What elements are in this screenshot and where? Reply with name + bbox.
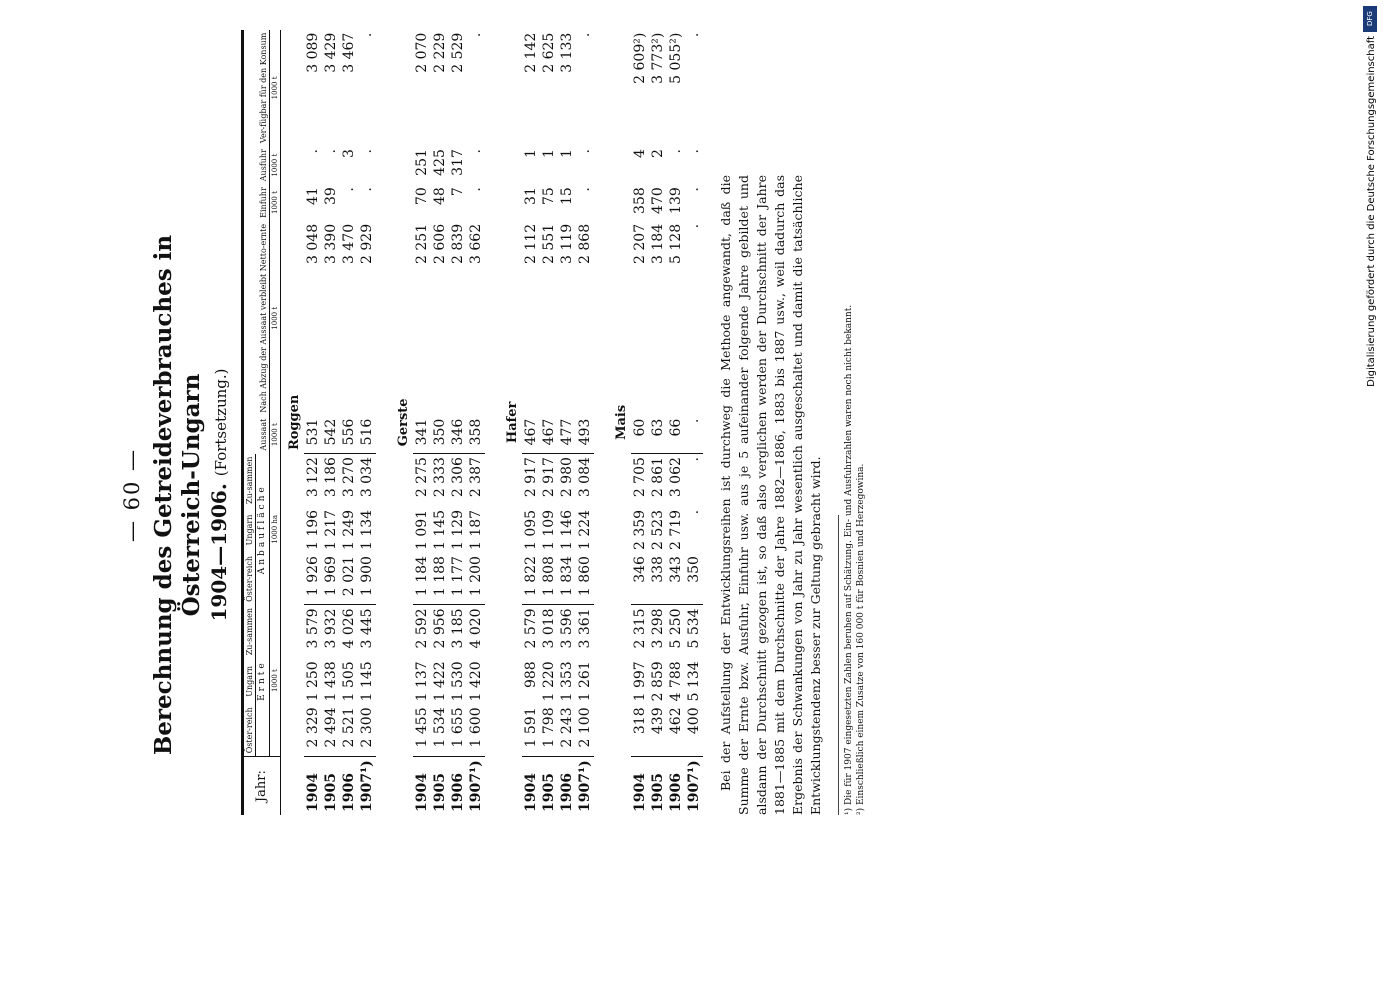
- footnote-2: ²) Einschließlich einem Zusatze von 160 000 t für Bosnien und Herzegowina.: [856, 463, 867, 815]
- table-cell: 3 390: [322, 223, 339, 264]
- table-cell: 2 387: [467, 454, 485, 507]
- table-cell: 2 333: [431, 454, 449, 507]
- table-cell: 1 187: [467, 509, 484, 551]
- table-cell: 1 129: [449, 509, 466, 551]
- table-cell: 1 834: [558, 556, 575, 597]
- table-cell: 2 100: [576, 707, 593, 748]
- table-cell: .: [358, 149, 375, 154]
- table-cell: 3 048: [304, 223, 321, 264]
- table-cell: 48: [431, 187, 448, 206]
- table-cell: .: [467, 149, 484, 154]
- row-year: 1905: [649, 757, 667, 815]
- row-year: 1907¹): [576, 757, 594, 815]
- table-cell: .: [685, 187, 702, 192]
- col-jahr: Jahr:: [243, 757, 281, 815]
- table-cell: 1 353: [558, 661, 575, 702]
- grain-table: [241, 30, 703, 815]
- table-cell: 1 145: [431, 509, 448, 551]
- table-cell: 1 224: [576, 509, 593, 551]
- table-cell: .: [667, 149, 684, 154]
- table-cell: 2 229: [431, 32, 448, 73]
- table-cell: 1 217: [322, 509, 339, 551]
- footnotes: [838, 304, 867, 815]
- table-cell: 2 112: [522, 223, 539, 264]
- table-cell: 3 470: [340, 223, 357, 264]
- table-cell: 1 184: [413, 556, 430, 597]
- col-anbau-oesterreich: Öster-reich: [243, 553, 256, 605]
- table-cell: 2 329: [304, 707, 321, 748]
- table-cell: 3 596: [558, 605, 576, 658]
- table-cell: 2 300: [358, 707, 375, 748]
- table-cell: 2 207: [631, 223, 648, 264]
- table-cell: 2 359: [631, 509, 648, 551]
- row-year: 1907¹): [358, 757, 376, 815]
- table-cell: 467: [522, 418, 539, 446]
- table-cell: 2 592: [413, 605, 431, 658]
- table-cell: 1 420: [467, 661, 484, 702]
- table-cell: 3 445: [358, 605, 376, 658]
- table-row: [576, 30, 594, 815]
- section-title: Roggen: [286, 394, 302, 451]
- page-title: Berechnung des Getreideverbrauches in Österreich-Ungarn: [150, 234, 205, 756]
- table-cell: 75: [540, 187, 557, 206]
- table-cell: 542: [322, 418, 339, 446]
- table-cell: 1 200: [467, 556, 484, 597]
- table-cell: .: [685, 509, 702, 515]
- table-cell: 41: [304, 187, 321, 206]
- table-cell: 3 298: [649, 605, 667, 658]
- table-cell: 3 932: [322, 605, 340, 658]
- table-cell: 1 969: [322, 556, 339, 597]
- table-cell: 2 275: [413, 454, 431, 507]
- table-cell: .: [576, 32, 593, 38]
- table-cell: 2 868: [576, 223, 593, 264]
- table-cell: 4 020: [467, 605, 485, 658]
- col-einfuhr: Einfuhr: [243, 184, 270, 221]
- table-cell: 1 860: [576, 556, 593, 597]
- table-cell: 2 606: [431, 223, 448, 264]
- table-cell: 3 185: [449, 605, 467, 658]
- table-cell: 2 306: [449, 454, 467, 507]
- table-cell: 5 055²): [667, 32, 684, 84]
- table-cell: 2 251: [413, 223, 430, 264]
- table-cell: 3 773²): [649, 32, 666, 84]
- table-cell: 1 250: [304, 661, 321, 702]
- table-row: [304, 30, 322, 815]
- col-ernte-ungarn: Ungarn: [243, 658, 256, 704]
- table-cell: 1 455: [413, 707, 430, 748]
- methodology-paragraph: Bei der Aufstellung der Entwicklungsreihen ist durchweg die Methode angewandt, daß die Summe der Ernte bzw. Ausfuhr, Einfuhr usw. aus je 5 aufeinander folgende Jahre gebildet und alsdann der Durchschnitt gezogen ist, so daß also verglichen werden der Durchschnitt der Jahre 1881—1885 mit dem Durchschnitte der Jahre 1882—1886, 1883 bis 1887 usw., weil dadurch das Ergebnis der Schwankungen von Jahr zu Jahr wesentlich ausgeschaltet und damit die tatsächliche Entwicklungstendenz besser zur Geltung gebracht wird.: [717, 175, 824, 815]
- table-cell: 5 128: [667, 223, 684, 264]
- unit-verfuegbar: 1000 t: [269, 30, 280, 146]
- table-cell: 1 438: [322, 661, 339, 702]
- section-header: [499, 30, 522, 815]
- table-cell: 556: [340, 418, 357, 446]
- table-cell: 1 188: [431, 556, 448, 597]
- footnote-1: ¹) Die für 1907 eingesetzten Zahlen beruhen auf Schätzung. Ein- und Ausfuhrzahlen waren noch nicht bekannt.: [844, 304, 855, 815]
- table-cell: 2 839: [449, 223, 466, 264]
- table-cell: 4: [631, 149, 648, 159]
- table-cell: 341: [413, 418, 430, 446]
- table-cell: 63: [649, 418, 666, 437]
- dfg-logo: DFG: [1363, 6, 1377, 32]
- table-cell: 2 521: [340, 707, 357, 748]
- table-row: [667, 30, 685, 815]
- table-cell: .: [467, 32, 484, 38]
- section-title: Hafer: [504, 401, 520, 444]
- table-cell: 1 997: [631, 661, 648, 702]
- table-cell: 3 084: [576, 454, 594, 507]
- table-cell: 2 929: [358, 223, 375, 264]
- table-cell: 66: [667, 418, 684, 437]
- unit-ausfuhr: 1000 t: [269, 146, 280, 184]
- table-cell: 1: [540, 149, 557, 159]
- table-cell: 1 177: [449, 556, 466, 597]
- row-year: 1904: [522, 757, 540, 815]
- table-cell: .: [576, 149, 593, 154]
- table-cell: 317: [449, 149, 466, 176]
- table-cell: 1 249: [340, 509, 357, 551]
- table-cell: 139: [667, 187, 684, 214]
- table-cell: .: [304, 149, 321, 154]
- col-anbau-ungarn: Ungarn: [243, 507, 256, 553]
- col-verfuegbar: Ver-fügbar für den Konsum: [243, 30, 270, 146]
- col-aussaat: Aussaat: [243, 416, 270, 454]
- table-cell: 2 956: [431, 605, 449, 658]
- unit-ernte: 1000 t: [269, 605, 280, 757]
- table-cell: 1 146: [558, 509, 575, 551]
- table-cell: 3 122: [304, 454, 322, 507]
- table-cell: .: [340, 187, 357, 192]
- table-cell: 400: [685, 707, 702, 735]
- table-cell: 70: [413, 187, 430, 206]
- subtitle-continuation: (Fortsetzung.): [212, 368, 231, 477]
- col-ernte-zusammen: Zu-sammen: [243, 605, 256, 658]
- table-cell: 3 018: [540, 605, 558, 658]
- table-cell: 15: [558, 187, 575, 206]
- table-cell: 251: [413, 149, 430, 176]
- table-cell: 2 243: [558, 707, 575, 748]
- table-row: [431, 30, 449, 815]
- section-gap: [485, 30, 499, 815]
- table-cell: 493: [576, 418, 593, 446]
- section-title: Mais: [613, 404, 629, 440]
- table-cell: .: [685, 149, 702, 154]
- table-cell: 1 137: [413, 661, 430, 702]
- table-cell: 3 119: [558, 223, 575, 264]
- table-cell: 2 917: [540, 454, 558, 507]
- table-cell: 343: [667, 556, 684, 583]
- table-cell: 3 579: [304, 605, 322, 658]
- table-cell: 1 926: [304, 556, 321, 597]
- table-cell: 4 788: [667, 661, 684, 702]
- unit-einfuhr: 1000 t: [269, 184, 280, 221]
- table-cell: 318: [631, 707, 648, 735]
- table-cell: 2: [649, 149, 666, 159]
- table-cell: 3 184: [649, 223, 666, 264]
- table-cell: .: [322, 149, 339, 154]
- table-cell: 2 142: [522, 32, 539, 73]
- table-cell: 1 422: [431, 661, 448, 702]
- table-cell: 60: [631, 418, 648, 437]
- table-cell: 425: [431, 149, 448, 176]
- table-row: [322, 30, 340, 815]
- table-cell: 1: [522, 149, 539, 159]
- table-row: [631, 30, 649, 815]
- table-cell: 1 655: [449, 707, 466, 748]
- table-cell: 358: [631, 187, 648, 214]
- table-cell: 3 034: [358, 454, 376, 507]
- table-cell: 467: [540, 418, 557, 446]
- table-cell: 2 609²): [631, 32, 648, 84]
- table-cell: 3 361: [576, 605, 594, 658]
- table-cell: 1 091: [413, 509, 430, 551]
- table-cell: 470: [649, 187, 666, 214]
- section-header: [280, 30, 304, 815]
- table-cell: 350: [685, 556, 702, 583]
- table-cell: 350: [431, 418, 448, 446]
- table-cell: 1 600: [467, 707, 484, 748]
- table-cell: 338: [649, 556, 666, 583]
- col-netto: Nach Abzug der Aussaat verbleibt Netto-ernte: [243, 221, 270, 416]
- table-cell: .: [685, 32, 702, 38]
- table-cell: 1 530: [449, 661, 466, 702]
- dfg-credit: [1361, 6, 1377, 476]
- table-cell: .: [358, 187, 375, 192]
- table-cell: 2 529: [449, 32, 466, 73]
- table-cell: 2 980: [558, 454, 576, 507]
- table-cell: 1 591: [522, 707, 539, 748]
- table-cell: 1 505: [340, 661, 357, 702]
- table-row: [467, 30, 485, 815]
- row-year: 1904: [413, 757, 431, 815]
- row-year: 1906: [340, 757, 358, 815]
- page-subtitle: [207, 175, 231, 815]
- table-row: [649, 30, 667, 815]
- table-cell: 2 917: [522, 454, 540, 507]
- unit-aussaat: 1000 t: [269, 416, 280, 454]
- table-cell: 5 534: [685, 605, 703, 658]
- table-cell: 2 021: [340, 556, 357, 597]
- table-cell: .: [467, 187, 484, 192]
- table-cell: 2 315: [631, 605, 649, 658]
- table-cell: 4 026: [340, 605, 358, 658]
- table-cell: 358: [467, 418, 484, 446]
- table-cell: 516: [358, 418, 375, 446]
- table-cell: .: [685, 223, 702, 229]
- table-cell: 346: [631, 556, 648, 583]
- row-year: 1907¹): [467, 757, 485, 815]
- table-cell: 2 551: [540, 223, 557, 264]
- table-row: [558, 30, 576, 815]
- section-gap: [594, 30, 608, 815]
- table-cell: 1 798: [540, 707, 557, 748]
- table-row: [358, 30, 376, 815]
- col-ernte-oesterreich: Öster-reich: [243, 704, 256, 756]
- row-year: 1904: [631, 757, 649, 815]
- table-cell: 1: [558, 149, 575, 159]
- table-cell: 1 822: [522, 556, 539, 597]
- section-title: Gerste: [395, 398, 411, 447]
- table-cell: 1 808: [540, 556, 557, 597]
- table-cell: 1 145: [358, 661, 375, 702]
- table-row: [449, 30, 467, 815]
- table-cell: 1 095: [522, 509, 539, 551]
- table-cell: 2 579: [522, 605, 540, 658]
- table-cell: .: [358, 32, 375, 38]
- row-year: 1904: [304, 757, 322, 815]
- col-anbau-zusammen: Zu-sammen: [243, 454, 256, 507]
- unit-netto: 1000 t: [269, 221, 280, 416]
- table-cell: 3: [340, 149, 357, 159]
- table-cell: 2 705: [631, 454, 649, 507]
- section-header: [608, 30, 631, 815]
- table-cell: 3 186: [322, 454, 340, 507]
- table-cell: 2 070: [413, 32, 430, 73]
- page-number: — 60 —: [120, 447, 144, 543]
- table-cell: 2 859: [649, 661, 666, 702]
- table-row: [413, 30, 431, 815]
- table-cell: 477: [558, 418, 575, 446]
- subtitle-years: 1904—1906.: [207, 483, 232, 622]
- table-cell: 1 109: [540, 509, 557, 551]
- table-cell: 7: [449, 187, 466, 197]
- table-cell: 1 134: [358, 509, 375, 551]
- unit-anbau: 1000 ha: [269, 454, 280, 605]
- group-anbauflaeche: Anbaufläche: [256, 454, 269, 605]
- row-year: 1906: [667, 757, 685, 815]
- table-cell: 462: [667, 707, 684, 735]
- section-header: [390, 30, 413, 815]
- table-cell: .: [685, 418, 702, 424]
- section-gap: [376, 30, 390, 815]
- table-row: [522, 30, 540, 815]
- table-cell: 39: [322, 187, 339, 206]
- table-row: [685, 30, 703, 815]
- table-cell: 1 261: [576, 661, 593, 702]
- table-cell: 1 196: [304, 509, 321, 551]
- table-cell: .: [576, 187, 593, 192]
- table-cell: 2 494: [322, 707, 339, 748]
- table-cell: 3 662: [467, 223, 484, 264]
- table-cell: 2 523: [649, 509, 666, 551]
- row-year: 1905: [431, 757, 449, 815]
- row-year: 1905: [540, 757, 558, 815]
- dfg-credit-text: Digitalisierung gefördert durch die Deutsche Forschungsgemeinschaft: [1366, 36, 1377, 387]
- table-cell: 31: [522, 187, 539, 206]
- table-cell: 439: [649, 707, 666, 735]
- page-content: [120, 32, 867, 815]
- col-ausfuhr: Ausfuhr: [243, 146, 270, 184]
- table-cell: 3 133: [558, 32, 575, 73]
- table-cell: 3 467: [340, 32, 357, 73]
- table-cell: 5 250: [667, 605, 685, 658]
- table-cell: 3 429: [322, 32, 339, 73]
- row-year: 1907¹): [685, 757, 703, 815]
- table-cell: 988: [522, 661, 539, 689]
- group-ernte: Ernte: [256, 605, 269, 757]
- table-cell: 1 220: [540, 661, 557, 702]
- table-cell: 1 534: [431, 707, 448, 748]
- table-cell: 3 062: [667, 454, 685, 507]
- table-cell: .: [685, 454, 703, 507]
- table-cell: 1 900: [358, 556, 375, 597]
- table-cell: 3 089: [304, 32, 321, 73]
- row-year: 1906: [558, 757, 576, 815]
- table-cell: 2 719: [667, 509, 684, 551]
- table-body: [280, 30, 703, 815]
- table-cell: 5 134: [685, 661, 702, 702]
- row-year: 1905: [322, 757, 340, 815]
- table-row: [340, 30, 358, 815]
- table-cell: 531: [304, 418, 321, 446]
- table-cell: 2 861: [649, 454, 667, 507]
- table-cell: 2 625: [540, 32, 557, 73]
- table-row: [540, 30, 558, 815]
- table-cell: 3 270: [340, 454, 358, 507]
- row-year: 1906: [449, 757, 467, 815]
- table-cell: 346: [449, 418, 466, 446]
